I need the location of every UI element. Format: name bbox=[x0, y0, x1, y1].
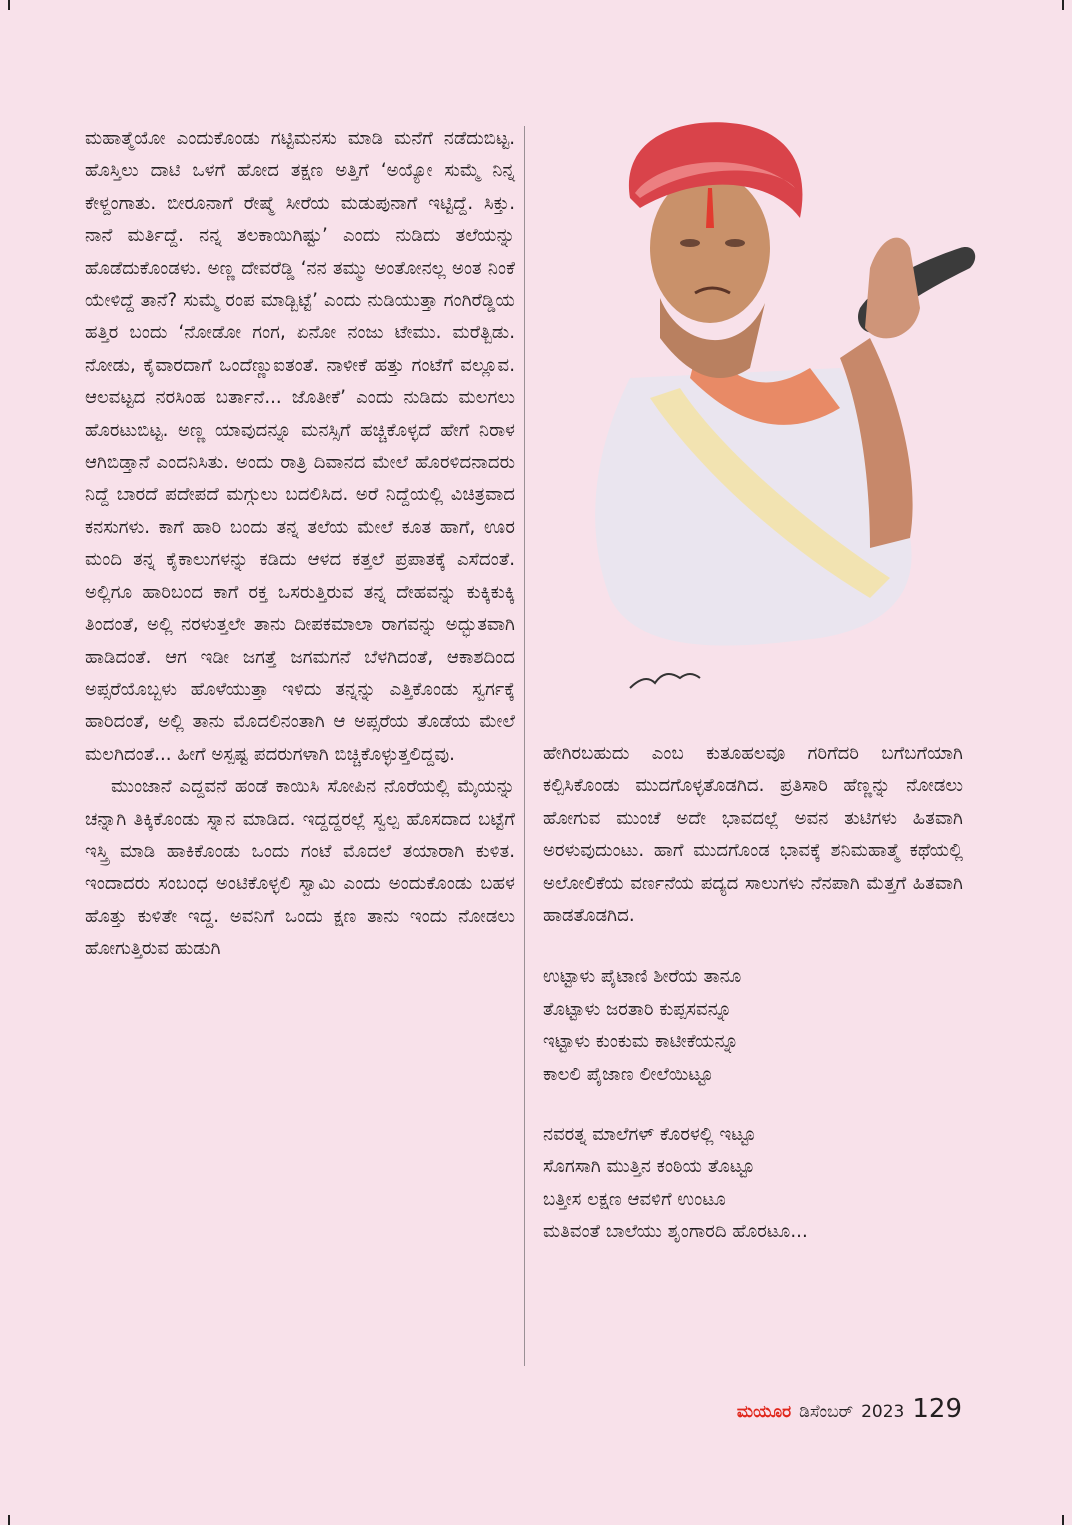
man-in-turban-with-telephone-illustration bbox=[540, 78, 1000, 708]
right-paragraph: ಹೇಗಿರಬಹುದು ಎಂಬ ಕುತೂಹಲವೂ ಗರಿಗೆದರಿ ಬಗೆಬಗೆಯಾಗಿ ಕಲ್ಪಿಸಿಕೊಂಡು ಮುದಗೊಳ್ಳತೊಡಗಿದ. ಪ್ರತಿಸಾರಿ ಹೆಣ್ಣನ್ನು ನೋಡಲು ಹೋಗುವ ಮುಂಚೆ ಅದೇ ಭಾವದಲ್ಲೆ ಅವನ ತುಟಿಗಳು ಹಿತವಾಗಿ ಅರಳುವುದುಂಟು. ಹಾಗೆ ಮುದಗೊಂಡ ಭಾವಕ್ಕೆ ಶನಿಮಹಾತ್ಮೆ ಕಥೆಯಲ್ಲಿ ಅಲೋಲಿಕೆಯ ವರ್ಣನೆಯ ಪದ್ಯದ ಸಾಲುಗಳು ನೆನಪಾಗಿ ಮೆತ್ತಗೆ ಹಿತವಾಗಿ ಹಾಡತೊಡಗಿದ. bbox=[543, 743, 963, 927]
magazine-brand: ಮಯೂರ bbox=[736, 1402, 792, 1422]
artist-signature bbox=[630, 674, 700, 688]
verse-line: ಮತಿವಂತೆ ಬಾಲೆಯು ಶೃಂಗಾರದಿ ಹೊರಟೂ... bbox=[543, 1221, 808, 1243]
verse-line: ಬತ್ತೀಸ ಲಕ್ಷಣ ಆವಳಿಗೆ ಉಂಟೂ bbox=[543, 1188, 726, 1210]
column-divider bbox=[524, 126, 525, 1366]
page-footer bbox=[737, 1394, 962, 1424]
crop-mark-bottom-left bbox=[8, 1515, 10, 1525]
page-number: 129 bbox=[912, 1394, 962, 1424]
verse-line: ಉಟ್ಟಾಳು ಪೈಟಾಣಿ ಶೀರೆಯ ತಾನೂ bbox=[543, 966, 742, 988]
verse-stanza-2 bbox=[543, 1119, 963, 1249]
verse-line: ಸೊಗಸಾಗಿ ಮುತ್ತಿನ ಕಂಠಿಯ ತೊಟ್ಟೂ bbox=[543, 1156, 755, 1178]
left-paragraph-2: ಮುಂಜಾನೆ ಎದ್ದವನೆ ಹಂಡೆ ಕಾಯಿಸಿ ಸೋಪಿನ ನೊರೆಯಲ್ಲಿ ಮೈಯನ್ನು ಚನ್ನಾಗಿ ತಿಕ್ಕಿಕೊಂಡು ಸ್ನಾನ ಮಾಡಿದ. ಇದ್ದದ್ದರಲ್ಲೆ ಸ್ವಲ್ಪ ಹೊಸದಾದ ಬಟ್ಟೆಗೆ ಇಸ್ತ್ರಿ ಮಾಡಿ ಹಾಕಿಕೊಂಡು ಒಂದು ಗಂಟೆ ಮೊದಲೆ ತಯಾರಾಗಿ ಕುಳಿತ. ಇಂದಾದರು ಸಂಬಂಧ ಅಂಟಿಕೊಳ್ಳಲಿ ಸ್ವಾಮಿ ಎಂದು ಅಂದುಕೊಂಡು ಬಹಳ ಹೊತ್ತು ಕುಳಿತೇ ಇದ್ದ. ಅವನಿಗೆ ಒಂದು ಕ್ಷಣ ತಾನು ಇಂದು ನೋಡಲು ಹೋಗುತ್ತಿರುವ ಹುಡುಗಿ bbox=[85, 776, 515, 960]
left-paragraph-1: ಮಹಾತ್ಮೆಯೋ ಎಂದುಕೊಂಡು ಗಟ್ಟಿಮನಸು ಮಾಡಿ ಮನೆಗೆ ನಡೆದುಬಿಟ್ಟ. ಹೊಸ್ತಿಲು ದಾಟಿ ಒಳಗೆ ಹೋದ ತಕ್ಷಣ ಅತ್ತಿಗೆ ‘ಅಯ್ಯೋ ಸುಮ್ಮೆ ನಿನ್ನ ಕೇಳ್ದಂಗಾತು. ಬೀರೂನಾಗೆ ರೇಷ್ಮೆ ಸೀರೆಯ ಮಡುಪುನಾಗೆ ಇಟ್ಟಿದ್ದೆ. ಸಿಕ್ತು. ನಾನೆ ಮರ್ತಿದ್ದೆ. ನನ್ನ ತಲಕಾಯಿಗಿಷ್ಟು’ ಎಂದು ನುಡಿದು ತಲೆಯನ್ನು ಹೊಡೆದುಕೊಂಡಳು. ಅಣ್ಣ ದೇವರೆಡ್ಡಿ ‘ನನ ತಮ್ಮು ಅಂತೋನಲ್ಲ ಅಂತ ನಿಂಕೆ ಯೇಳಿದ್ದೆ ತಾನೆ? ಸುಮ್ಮೆ ರಂಪ ಮಾಡ್ಬಿಟ್ಟೆ’ ಎಂದು ನುಡಿಯುತ್ತಾ ಗಂಗಿರೆಡ್ಡಿಯ ಹತ್ತಿರ ಬಂದು ‘ನೋಡೋ ಗಂಗ, ಏನೋ ನಂಜು ಟೇಮು. ಮರೆತ್ಬಿಡು. ನೋಡು, ಕೈವಾರದಾಗೆ ಒಂದೆಣ್ಣುಐತಂತೆ. ನಾಳೀಕೆ ಹತ್ತು ಗಂಟೆಗೆ ವಲ್ಲೂವ. ಆಲವಟ್ಟದ ನರಸಿಂಹ ಬರ್ತಾನೆ... ಜೊತೀಕೆ’ ಎಂದು ನುಡಿದು ಮಲಗಲು ಹೊರಟುಬಿಟ್ಟ. ಅಣ್ಣ ಯಾವುದನ್ನೂ ಮನಸ್ಸಿಗೆ ಹಚ್ಚಿಕೊಳ್ಳದೆ ಹೇಗೆ ನಿರಾಳ ಆಗಿಬಿಡ್ತಾನೆ ಎಂದನಿಸಿತು. ಅಂದು ರಾತ್ರಿ ದಿವಾನದ ಮೇಲೆ ಹೊರಳಿದನಾದರು ನಿದ್ದೆ ಬಾರದೆ ಪದೇಪದೆ ಮಗ್ಗುಲು ಬದಲಿಸಿದ. ಅರೆ ನಿದ್ದೆಯಲ್ಲಿ ವಿಚಿತ್ರವಾದ ಕನಸುಗಳು. ಕಾಗೆ ಹಾರಿ ಬಂದು ತನ್ನ ತಲೆಯ ಮೇಲೆ ಕೂತ ಹಾಗೆ, ಊರ ಮಂದಿ ತನ್ನ ಕೈಕಾಲುಗಳನ್ನು ಕಡಿದು ಆಳದ ಕತ್ತಲೆ ಪ್ರಪಾತಕ್ಕೆ ಎಸೆದಂತೆ. ಅಲ್ಲಿಗೂ ಹಾರಿಬಂದ ಕಾಗೆ ರಕ್ತ ಒಸರುತ್ತಿರುವ ತನ್ನ ದೇಹವನ್ನು ಕುಕ್ಕಿಕುಕ್ಕಿ ತಿಂದಂತೆ, ಅಲ್ಲಿ ನರಳುತ್ತಲೇ ತಾನು ದೀಪಕಮಾಲಾ ರಾಗವನ್ನು ಅದ್ಭುತವಾಗಿ ಹಾಡಿದಂತೆ. ಆಗ ಇಡೀ ಜಗತ್ತೆ ಜಗಮಗನೆ ಬೆಳಗಿದಂತೆ, ಆಕಾಶದಿಂದ ಅಪ್ಸರೆಯೊಬ್ಬಳು ಹೊಳೆಯುತ್ತಾ ಇಳಿದು ತನ್ನನ್ನು ಎತ್ತಿಕೊಂಡು ಸ್ವರ್ಗಕ್ಕೆ ಹಾರಿದಂತೆ, ಅಲ್ಲಿ ತಾನು ಮೊದಲಿನಂತಾಗಿ ಆ ಅಪ್ಸರೆಯ ತೊಡೆಯ ಮೇಲೆ ಮಲಗಿದಂತೆ... ಹೀಗೆ ಅಸ್ಪಷ್ಟ ಪದರುಗಳಾಗಿ ಬಿಚ್ಚಿಕೊಳ್ಳುತ್ತಲಿದ್ದವು. bbox=[85, 128, 515, 765]
crop-mark-bottom-right bbox=[1062, 1515, 1064, 1525]
verse-line: ಕಾಲಲಿ ಪೈಜಾಣ ಲೀಲೆಯಿಟ್ಟೂ bbox=[543, 1063, 714, 1085]
left-column bbox=[85, 123, 515, 966]
verse-line: ಇಟ್ಟಾಳು ಕುಂಕುಮ ಕಾಟೀಕೆಯನ್ನೂ bbox=[543, 1031, 739, 1053]
verse-stanza-1 bbox=[543, 961, 963, 1091]
issue-month: ಡಿಸೆಂಬರ್ bbox=[799, 1402, 854, 1422]
right-column bbox=[543, 738, 963, 1249]
issue-year: 2023 bbox=[861, 1402, 905, 1422]
crop-mark-top-right bbox=[1062, 0, 1064, 10]
crop-mark-top-left bbox=[8, 0, 10, 10]
verse-line: ನವರತ್ನ ಮಾಲೆಗಳ್ ಕೊರಳಲ್ಲಿ ಇಟ್ಟೂ bbox=[543, 1124, 757, 1146]
verse-line: ತೊಟ್ಟಾಳು ಜರತಾರಿ ಕುಪ್ಪಸವನ್ನೂ bbox=[543, 998, 732, 1020]
